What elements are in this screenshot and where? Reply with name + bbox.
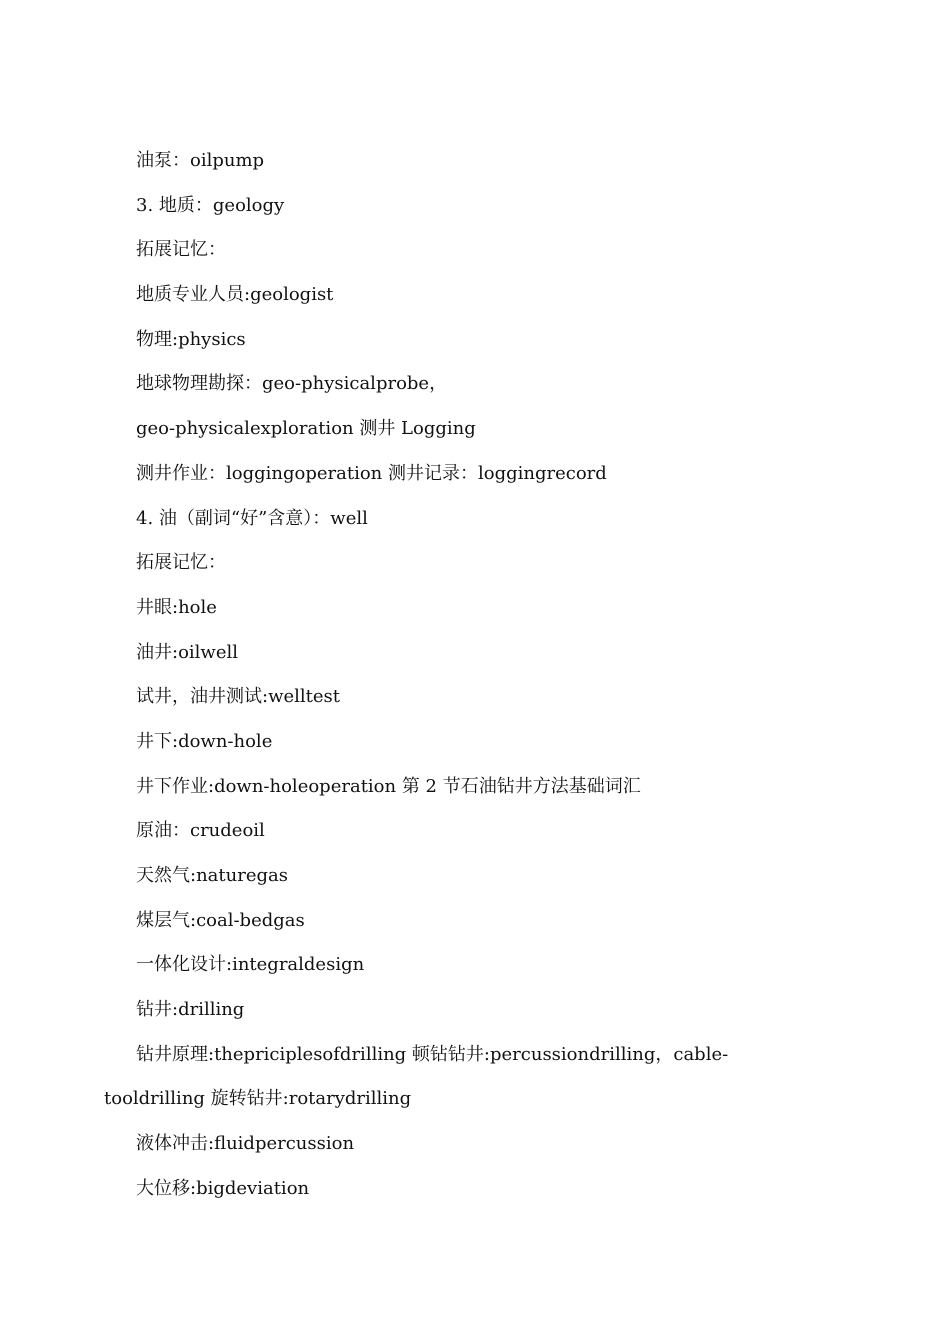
text-line: 试井，油井测试:welltest (136, 686, 340, 708)
text-line: 钻井:drilling (136, 999, 245, 1021)
text-line: 煤层气:coal-bedgas (136, 909, 305, 931)
text-line: 原油：crudeoil (136, 820, 265, 842)
text-line: 井下作业:down-holeoperation 第 2 节石油钻井方法基础词汇 (136, 775, 641, 797)
text-line: 井下:down-hole (136, 730, 273, 752)
text-line: 测井作业：loggingoperation 测井记录：loggingrecord (136, 462, 607, 484)
text-line: 油井:oilwell (136, 641, 238, 663)
text-line: 拓展记忆： (136, 552, 226, 574)
text-line: 油泵：oilpump (136, 150, 265, 171)
text-line: 大位移:bigdeviation (136, 1177, 310, 1199)
text-line-continuation: tooldrilling 旋转钻井:rotarydrilling (104, 1088, 412, 1110)
text-line: 天然气:naturegas (136, 865, 288, 886)
text-line: 物理:physics (136, 328, 246, 350)
text-line: 钻井原理:thepriciplesofdrilling 顿钻钻井:percussiondrilling，cable- (136, 1043, 729, 1065)
text-line: 拓展记忆： (136, 239, 226, 261)
document-body (104, 139, 824, 1212)
text-line: 3. 地质：geology (136, 194, 285, 216)
text-line: 一体化设计:integraldesign (136, 954, 365, 976)
text-line: geo-physicalexploration 测井 Logging (136, 418, 476, 440)
text-line: 地球物理勘探：geo-physicalprobe， (136, 373, 448, 395)
text-line: 4. 油（副词“好”含意）：well (136, 507, 368, 529)
text-line: 液体冲击:fluidpercussion (136, 1133, 355, 1155)
text-line: 井眼:hole (136, 596, 217, 618)
text-line: 地质专业人员:geologist (136, 284, 334, 306)
